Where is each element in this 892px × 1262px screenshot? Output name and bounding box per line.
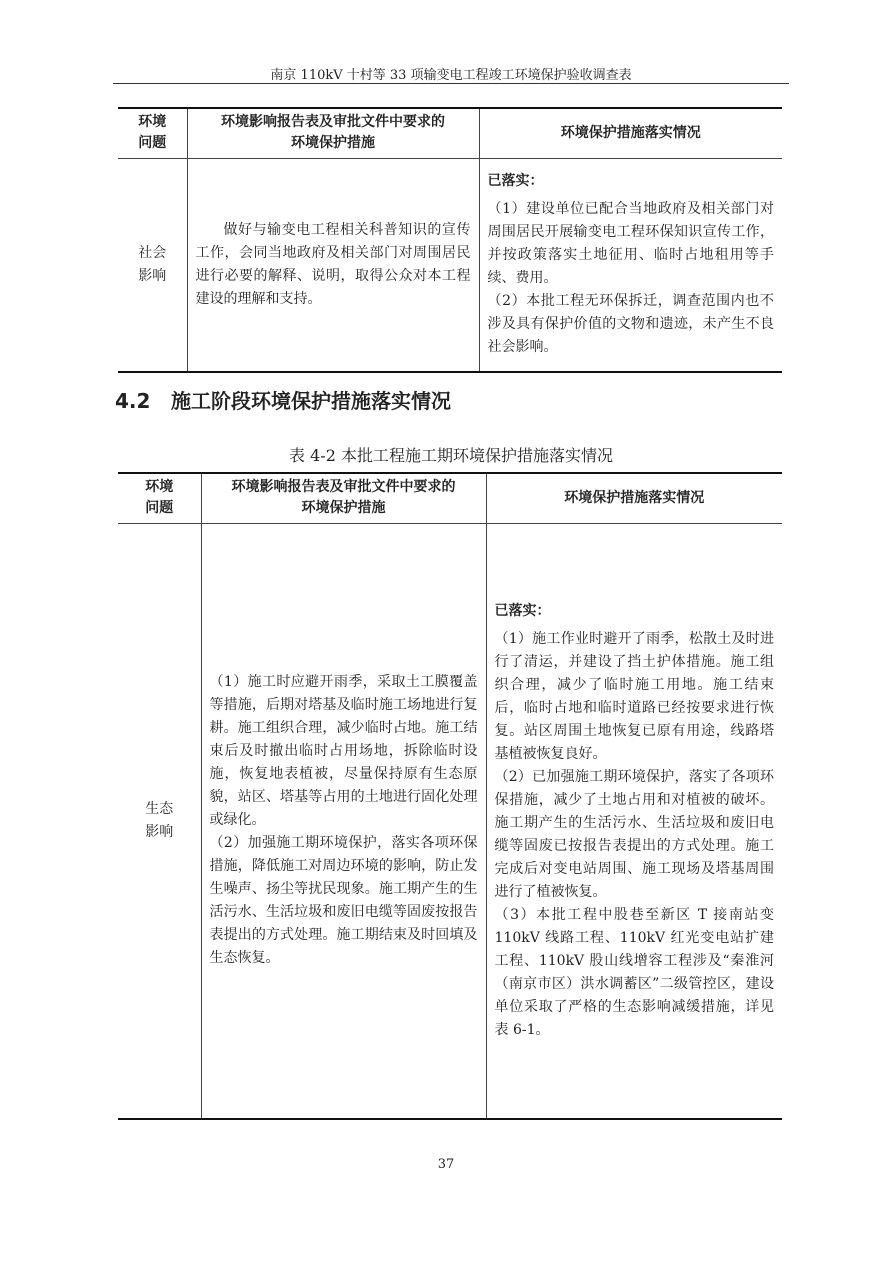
requirement-text: 做好与输变电工程相关科普知识的宣传工作，会同当地政府及相关部门对周围居民进行必要的解释、说明，取得公众对本工程建设的理解和支持。 [195, 221, 471, 307]
social-impact-table [118, 107, 782, 373]
header-requirement: 环境影响报告表及审批文件中要求的 环境保护措施 [201, 473, 486, 523]
section-title: 施工阶段环境保护措施落实情况 [171, 389, 451, 413]
implementation-paragraph: （2）已加强施工期环境保护，落实了各项环保措施，减少了土地占用和对植被的破坏。施工期产生的生活污水、生活垃圾和废旧电缆等固废已按报告表提出的方式处理。施工完成后对变电站周围、施工现场及塔基周围进行了植被恢复。 [494, 768, 774, 900]
header-implementation: 环境保护措施落实情况 [486, 473, 782, 523]
implementation-paragraph: （2）本批工程无环保拆迁，调查范围内也不涉及具有保护价值的文物和遗迹，未产生不良社会影响。 [487, 293, 774, 356]
header-rule [113, 83, 789, 84]
status-label: 已落实： [487, 173, 544, 190]
requirement-paragraph: （1）施工时应避开雨季，采取土工膜覆盖等措施，后期对塔基及临时施工场地进行复耕。施工组织合理，减少临时占地。施工结束后及时撤出临时占用场地，拆除临时设施，恢复地表植被，尽量保持原有生态原貌，站区、塔基等占用的土地进行固化处理或绿化。 [209, 674, 478, 829]
implementation-paragraph: （1）建设单位已配合当地政府及相关部门对周围居民开展输变电工程环保知识宣传工作，并按政策落实土地征用、临时占地租用等手续、费用。 [487, 201, 774, 287]
implementation-cell [479, 158, 782, 372]
implementation-cell [486, 523, 782, 1119]
implementation-paragraph: （1）施工作业时避开了雨季，松散土及时进行了清运，并建设了挡土护体措施。施工组织合理，减少了临时施工用地。施工结束后，临时占地和临时道路已经按要求进行恢复。站区周围土地恢复已原有用途，线路塔基植被恢复良好。 [494, 630, 774, 762]
page-number: 37 [437, 1157, 455, 1172]
section-heading [115, 385, 451, 414]
header-requirement: 环境影响报告表及审批文件中要求的 环境保护措施 [187, 108, 479, 158]
implementation-paragraph: （3）本批工程中股巷至新区 T 接南站变 110kV 线路工程、110kV 红光变电站扩建工程、110kV 股山线增容工程涉及“秦淮河（南京市区）洪水调蓄区”二级管控区，建设单位采取了严格的生态影响减缓措施，详见表 6-1。 [494, 906, 774, 1038]
header-issue: 环境 问题 [118, 473, 201, 523]
table-caption: 表 4-2 本批工程施工期环境保护措施落实情况 [289, 446, 613, 465]
issue-cell: 社会 影响 [118, 158, 187, 372]
requirement-paragraph: （2）加强施工期环境保护，落实各项环保措施，降低施工对周边环境的影响，防止发生噪声、扬尘等扰民现象。施工期产生的生活污水、生活垃圾和废旧电缆等固废按报告表提出的方式处理。施工期结束及时回填及生态恢复。 [209, 835, 478, 967]
header-issue: 环境 问题 [118, 108, 187, 158]
construction-table [118, 472, 782, 1120]
section-number: 4.2 [115, 389, 151, 413]
page-header: 南京 110kV 十村等 33 项输变电工程竣工环境保护验收调查表 [270, 68, 632, 83]
issue-cell: 生态 影响 [118, 523, 201, 1119]
header-implementation: 环境保护措施落实情况 [479, 108, 782, 158]
requirement-cell [201, 523, 486, 1119]
status-label: 已落实： [494, 602, 551, 619]
requirement-cell [187, 158, 479, 372]
